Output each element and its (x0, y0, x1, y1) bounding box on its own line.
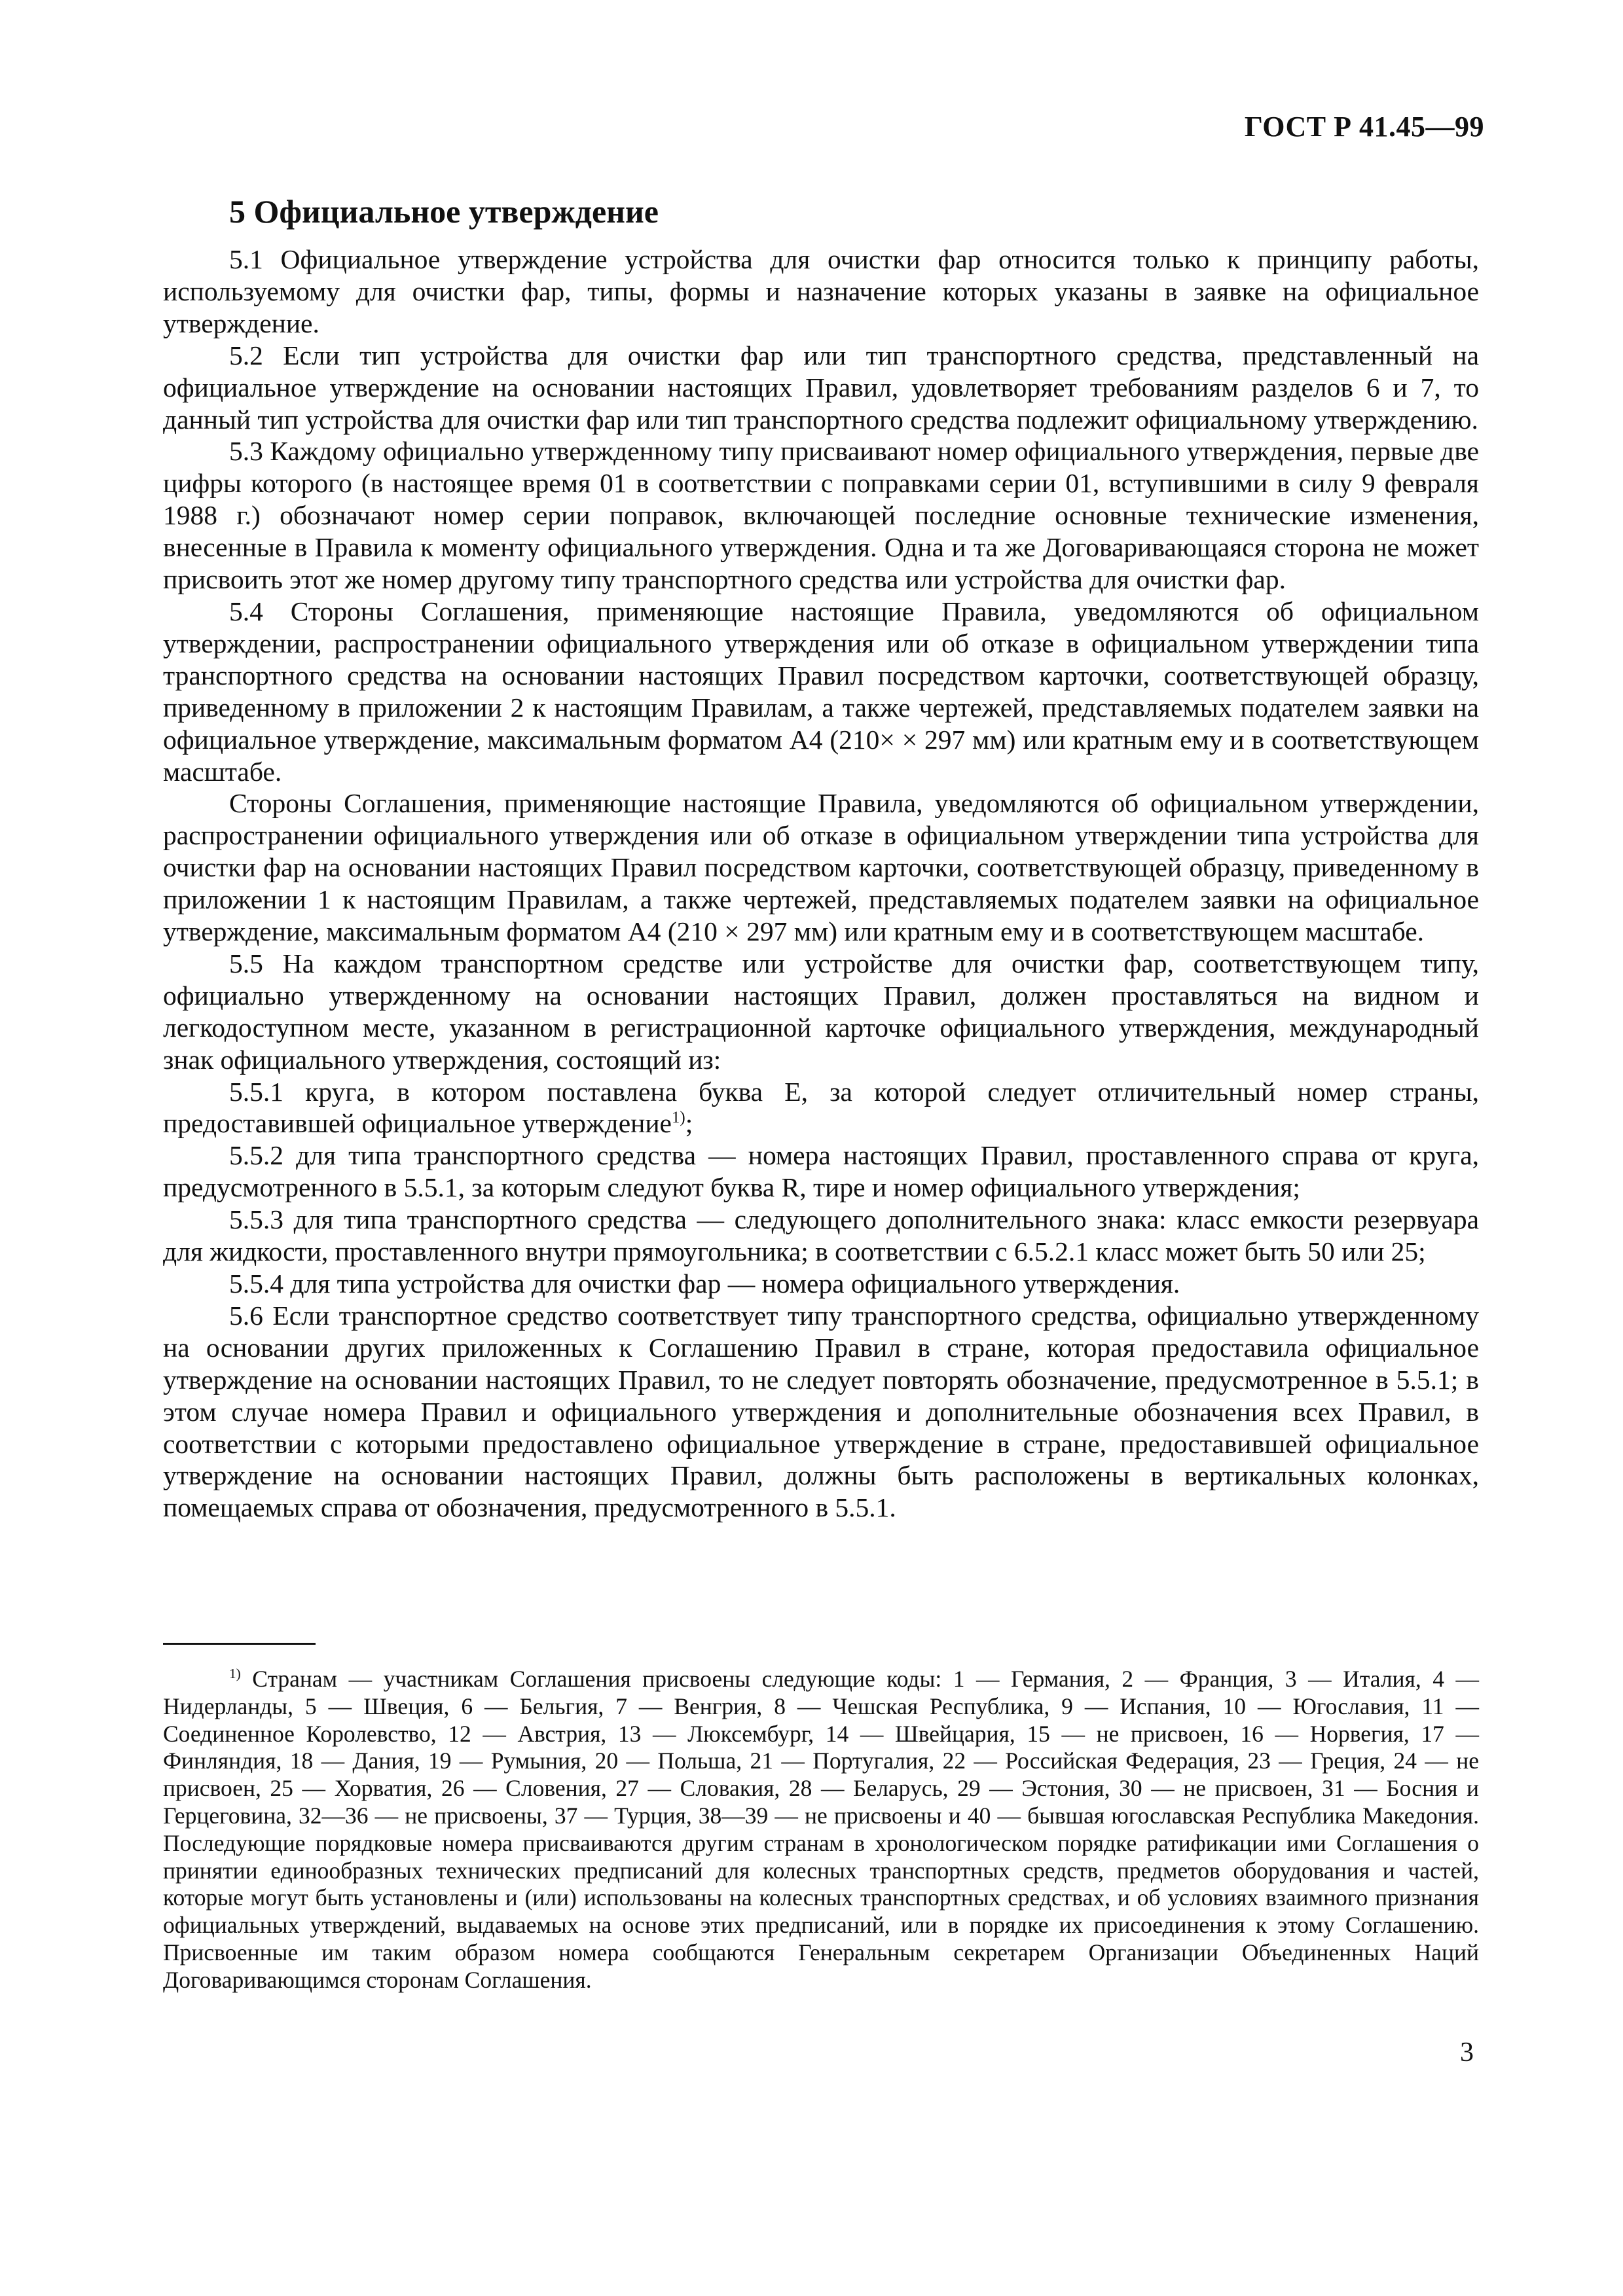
paragraph-5-5: 5.5 На каждом транспортном средстве или устройстве для очистки фар, соответствующем типу, официально утвержденному на основании настоящих Правил, должен проставляться на видном и легкодоступном месте, указанном в регистрационной карточке официального утверждения, международный знак официального утверждения, состоящий из: (163, 948, 1479, 1075)
footnote (163, 1666, 1479, 1994)
document-code-header: ГОСТ Р 41.45—99 (1244, 111, 1484, 143)
paragraph-5-5-1-text: 5.5.1 круга, в котором поставлена буква Е, за которой следует отличительный номер страны, предоставившей официальное утверждение (163, 1076, 1479, 1139)
paragraph-5-4: 5.4 Стороны Соглашения, применяющие настоящие Правила, уведомляются об официальном утверждении, распространении официального утверждения или об отказе в официальном утверждении типа транспортного средства на основании настоящих Правил посредством карточки, соответствующей образцу, приведенному в приложении 2 к настоящим Правилам, а также чертежей, представляемых подателем заявки на официальное утверждение, максимальным форматом А4 (210× × 297 мм) или кратным ему и в соответствующем масштабе. (163, 596, 1479, 787)
footnote-reference[interactable]: 1) (671, 1109, 685, 1127)
footnote-separator (163, 1643, 316, 1645)
footnote-reference-punctuation: ; (685, 1108, 693, 1139)
paragraph-5-5-4: 5.5.4 для типа устройства для очистки фар — номера официального утверждения. (229, 1268, 1180, 1299)
footnote-mark: 1) (229, 1666, 241, 1682)
document-body (163, 243, 1479, 1524)
section-title: 5 Официальное утверждение (229, 193, 659, 230)
paragraph-5-4-continued: Стороны Соглашения, применяющие настоящие Правила, уведомляются об официальном утверждении, распространении официального утверждения или об отказе в официальном утверждении типа устройства для очистки фар на основании настоящих Правил посредством карточки, соответствующей образцу, приведенному в приложении 1 к настоящим Правилам, а также чертежей, представляемых подателем заявки на официальное утверждение, максимальным форматом А4 (210 × 297 мм) или кратным ему и в соответствующем масштабе. (163, 788, 1479, 947)
paragraph-5-5-3: 5.5.3 для типа транспортного средства — следующего дополнительного знака: класс емкости резервуара для жидкости, проставленного внутри прямоугольника; в соответствии с 6.5.2.1 класс может быть 50 или 25; (163, 1204, 1479, 1267)
paragraph-5-2: 5.2 Если тип устройства для очистки фар или тип транспортного средства, представленный на официальное утверждение на основании настоящих Правил, удовлетворяет требованиям разделов 6 и 7, то данный тип устройства для очистки фар или тип транспортного средства подлежит официальному утверждению. (163, 340, 1479, 435)
footnote-text: Странам — участникам Соглашения присвоены следующие коды: 1 — Германия, 2 — Франция, 3 — Италия, 4 — Нидерланды, 5 — Швеция, 6 — Бельгия, 7 — Венгрия, 8 — Чешская Республика, 9 — Испания, 10 — Югославия, 11 — Соединенное Королевство, 12 — Австрия, 13 — Люксембург, 14 — Швейцария, 15 — не присвоен, 16 — Норвегия, 17 — Финляндия, 18 — Дания, 19 — Румыния, 20 — Польша, 21 — Португалия, 22 — Российская Федерация, 23 — Греция, 24 — не присвоен, 25 — Хорватия, 26 — Словения, 27 — Словакия, 28 — Беларусь, 29 — Эстония, 30 — не присвоен, 31 — Босния и Герцеговина, 32—36 — не присвоены, 37 — Турция, 38—39 — не присвоены и 40 — бывшая югославская Республика Македония. Последующие порядковые номера присваиваются другим странам в хронологическом порядке ратификации ими Соглашения о принятии единообразных технических предписаний для колесных транспортных средств, предметов оборудования и частей, которые могут быть установлены и (или) использованы на колесных транспортных средствах, и об условиях взаимного признания официальных утверждений, выдаваемых на основе этих предписаний, или в порядке их присоединения к этому Соглашению. Присвоенные им таким образом номера сообщаются Генеральным секретарем Организации Объединенных Наций Договаривающимся сторонам Соглашения. (163, 1666, 1479, 1993)
paragraph-5-6: 5.6 Если транспортное средство соответствует типу транспортного средства, официально утвержденному на основании других приложенных к Соглашению Правил в стране, которая предоставила официальное утверждение на основании настоящих Правил, то не следует повторять обозначение, предусмотренное в 5.5.1; в этом случае номера Правил и официального утверждения и дополнительные обозначения всех Правил, в соответствии с которыми предоставлено официальное утверждение в стране, предоставившей официальное утверждение на основании настоящих Правил, должны быть расположены в вертикальных колонках, помещаемых справа от обозначения, предусмотренного в 5.5.1. (163, 1300, 1479, 1523)
paragraph-5-3: 5.3 Каждому официально утвержденному типу присваивают номер официального утверждения, первые две цифры которого (в настоящее время 01 в соответствии с поправками серии 01, вступившими в силу 9 февраля 1988 г.) обозначают номер серии поправок, включающей последние основные технические изменения, внесенные в Правила к моменту официального утверждения. Одна и та же Договаривающаяся сторона не может присвоить этот же номер другому типу транспортного средства или устройства для очистки фар. (163, 436, 1479, 595)
paragraph-5-5-1 (163, 1076, 1479, 1140)
paragraph-5-1: 5.1 Официальное утверждение устройства для очистки фар относится только к принципу работы, используемому для очистки фар, типы, формы и назначение которых указаны в заявке на официальное утверждение. (163, 244, 1479, 338)
page-number: 3 (1460, 2037, 1474, 2068)
paragraph-5-5-2: 5.5.2 для типа транспортного средства — номера настоящих Правил, проставленного справа от круга, предусмотренного в 5.5.1, за которым следуют буква R, тире и номер официального утверждения; (163, 1140, 1479, 1203)
